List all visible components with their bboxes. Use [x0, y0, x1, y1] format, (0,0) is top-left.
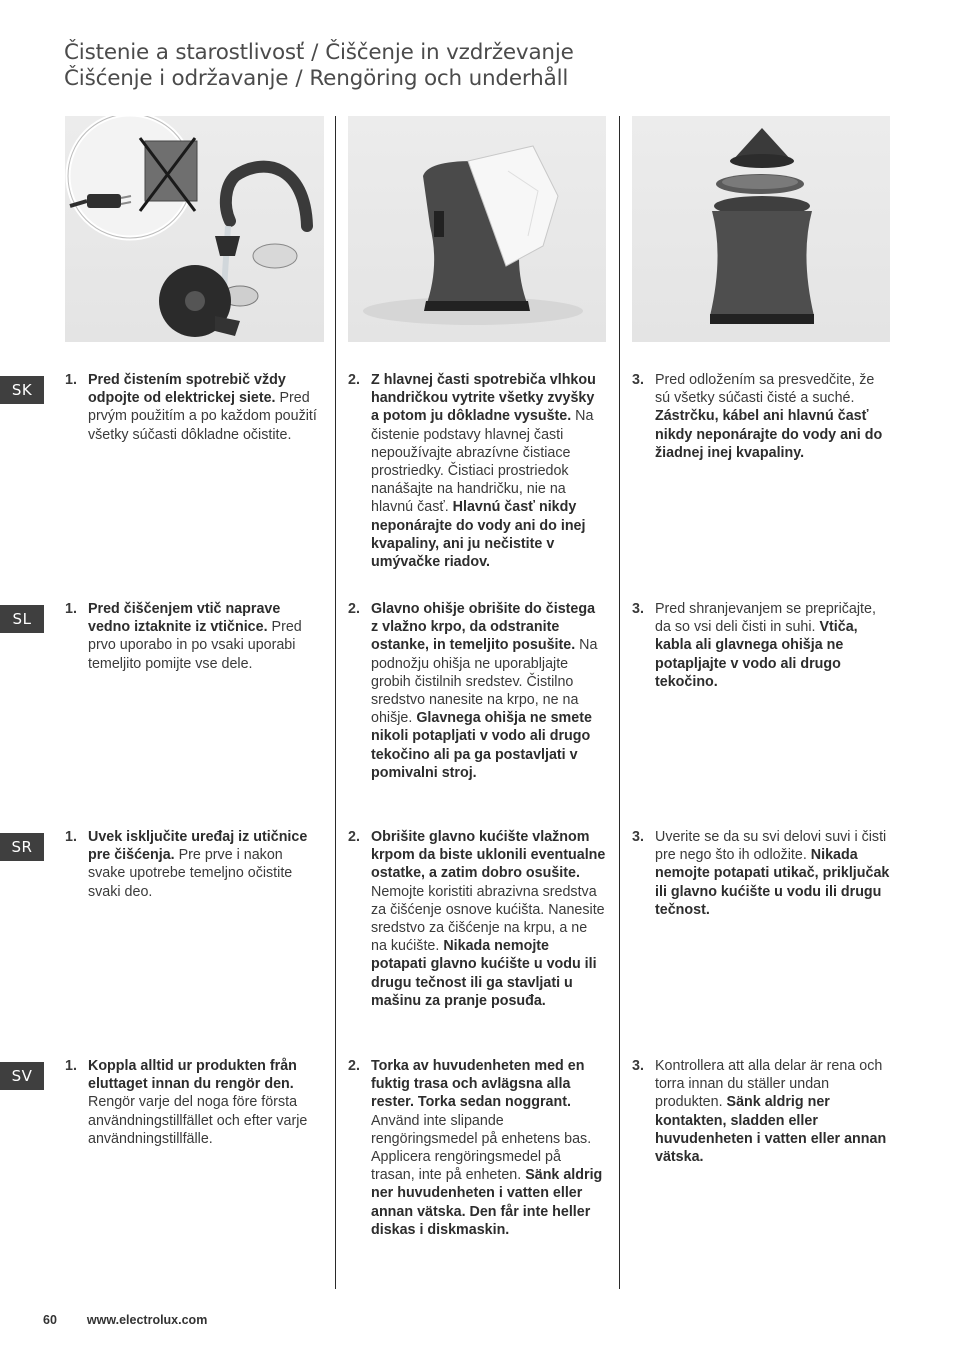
- step-number: 1.: [65, 829, 77, 845]
- step-number: 1.: [65, 1058, 77, 1074]
- title-sv: Rengöring och underhåll: [309, 66, 569, 91]
- step-text: Uverite se da su svi delovi suvi i čisti pre nego što ih odložite.: [655, 829, 887, 864]
- step-text: Pre prve i nakon svake upotrebe temeljno očistite svaki deo.: [88, 847, 293, 900]
- step-bold-text: Torka av huvudenheten med en fuktig trasa och avlägsna alla rester. Torka sedan noggrant.: [371, 1058, 585, 1111]
- step-text: Kontrollera att alla delar är rena och torra innan du ställer undan produkten.: [655, 1058, 883, 1111]
- step-bold-warning: Hlavnú časť nikdy neponárajte do vody ani do inej kvapaliny, ani ju nečistite v umývačke riadov.: [371, 499, 586, 571]
- step-number: 1.: [65, 601, 77, 617]
- step-text: Na čistenie podstavy hlavnej časti nepoužívajte abrazívne čistiace prostriedky. Čistiaci prostriedok nanášajte na handričku, nie na hlavnú časť.: [371, 408, 594, 516]
- step-item: [348, 371, 606, 571]
- step-number: 3.: [632, 601, 644, 617]
- language-badge-sv: SV: [0, 1062, 44, 1090]
- step-item: [632, 828, 890, 919]
- title-sk: Čistenie a starostlivosť: [64, 40, 305, 65]
- step-number: 3.: [632, 829, 644, 845]
- step-bold-warning: Vtiča, kabla ali glavnega ohišja ne potapljajte v vodo ali drugo tekočino.: [655, 619, 858, 690]
- illustration-unplug-and-wash: [65, 116, 324, 342]
- title-sr: Čišćenje i održavanje: [64, 66, 289, 91]
- step-item: [65, 1057, 323, 1148]
- page-title: [64, 40, 924, 92]
- step-item: [65, 600, 323, 673]
- step-bold-text: Obrišite glavno kućište vlažnom krpom da biste uklonili eventualne ostatke, a zatim dobro osušite.: [371, 829, 606, 882]
- step-text: Pred prvým použitím a po každom použití všetky súčasti dôkladne očistite.: [88, 390, 317, 443]
- column-divider: [619, 116, 620, 1289]
- title-line-1: [64, 40, 924, 66]
- step-number: 2.: [348, 829, 360, 845]
- step-bold-warning: Zástrčku, kábel ani hlavnú časť nikdy neponárajte do vody ani do žiadnej inej kvapaliny.: [655, 408, 883, 461]
- step-item: [632, 600, 890, 691]
- language-badge-sr: SR: [0, 833, 44, 861]
- column-divider: [335, 116, 336, 1289]
- footer-url: www.electrolux.com: [86, 1313, 208, 1327]
- step-bold-warning: Glavnega ohišja ne smete nikoli potapljati v vodo ali drugo tekočino ali pa ga postavljati v pomivalni stroj.: [371, 710, 592, 781]
- page-footer: [43, 1313, 207, 1327]
- step-number: 2.: [348, 372, 360, 388]
- illustration-wipe-main-unit: [348, 116, 606, 342]
- step-number: 2.: [348, 1058, 360, 1074]
- step-bold-text: Pred čistením spotrebič vždy odpojte od elektrickej siete.: [88, 372, 286, 407]
- step-text: Använd inte slipande rengöringsmedel på enhetens bas. Applicera rengöringsmedel på trasan, inte på enheten.: [371, 1112, 592, 1184]
- title-separator: /: [295, 66, 303, 91]
- step-bold-text: Glavno ohišje obrišite do čistega z vlažno krpo, da odstranite ostanke, in temeljito posušite.: [371, 601, 596, 654]
- step-number: 3.: [632, 372, 644, 388]
- step-text: Pred shranjevanjem se prepričajte, da so vsi deli čisti in suhi.: [655, 601, 876, 636]
- step-bold-text: Uvek isključite uređaj iz utičnice pre čišćenja.: [88, 829, 308, 864]
- step-number: 1.: [65, 372, 77, 388]
- step-text: Nemojte koristiti abrazivna sredstva za čišćenje osnove kućišta. Nanesite sredstvo za čišćenje na krpu, a ne na kućište.: [371, 883, 605, 955]
- step-bold-warning: Nikada nemojte potapati utikač, priključak ili glavno kućište u vodu ili drugu tečnost.: [655, 847, 890, 918]
- step-item: [65, 371, 323, 444]
- step-number: 2.: [348, 601, 360, 617]
- wipe-unit-illustration: [348, 116, 606, 342]
- step-bold-text: Koppla alltid ur produkten från eluttaget innan du rengör den.: [88, 1058, 297, 1093]
- step-bold-text: Z hlavnej časti spotrebiča vlhkou handričkou vytrite všetky zvyšky a potom ju dôkladne vysušte.: [371, 372, 596, 425]
- step-text: Na podnožju ohišja ne uporabljajte grobih čistilnih sredstev. Čistilno sredstvo nanesite na krpo, ne na ohišje.: [371, 637, 598, 727]
- step-bold-warning: Nikada nemojte potapati glavno kućište u vodu ili drugu tečnost ili ga stavljati u mašinu za pranje posuđa.: [371, 938, 597, 1009]
- step-item: [65, 828, 323, 901]
- step-item: [348, 600, 606, 782]
- step-text: Rengör varje del noga före första användningstillfället och efter varje användningstillfälle.: [88, 1094, 308, 1147]
- step-bold-warning: Sänk aldrig ner huvudenheten i vatten eller annan vätska. Den får inte heller diskas i diskmaskin.: [371, 1167, 603, 1238]
- unplug-wash-illustration: [65, 116, 324, 342]
- step-item: [348, 828, 606, 1010]
- step-text: Pred prvo uporabo in po vsaki uporabi temeljito pomijte vse dele.: [88, 619, 302, 672]
- step-number: 3.: [632, 1058, 644, 1074]
- title-separator: /: [311, 40, 319, 65]
- title-sl: Čiščenje in vzdrževanje: [325, 40, 574, 65]
- language-badge-sk: SK: [0, 376, 44, 404]
- dry-parts-illustration: [632, 116, 890, 342]
- step-item: [348, 1057, 606, 1239]
- language-badge-sl: SL: [0, 605, 44, 633]
- illustration-dry-parts: [632, 116, 890, 342]
- step-item: [632, 1057, 890, 1166]
- page-number: 60: [43, 1313, 57, 1327]
- step-item: [632, 371, 890, 462]
- step-bold-warning: Sänk aldrig ner kontakten, sladden eller huvudenheten i vatten eller annan vätska.: [655, 1094, 887, 1166]
- step-bold-text: Pred čiščenjem vtič naprave vedno iztaknite iz vtičnice.: [88, 601, 281, 636]
- step-text: Pred odložením sa presvedčite, že sú všetky súčasti čisté a suché.: [655, 372, 875, 407]
- title-line-2: [64, 66, 924, 92]
